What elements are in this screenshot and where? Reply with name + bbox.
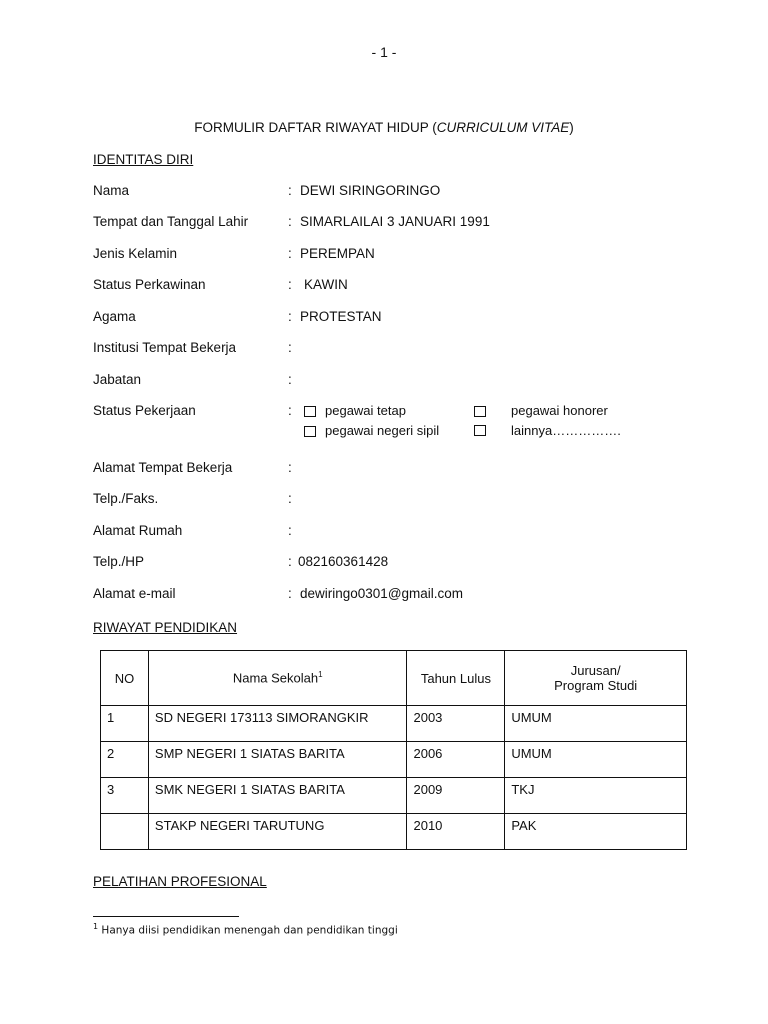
colon: : (288, 554, 292, 569)
footnote-marker: 1 (318, 670, 323, 680)
checkbox-pegawai-honorer[interactable] (474, 406, 486, 417)
footnote-number: 1 (93, 922, 99, 931)
colon: : (288, 523, 292, 538)
header-jurusan (505, 651, 687, 706)
label-telp-hp: Telp./HP (93, 554, 145, 569)
cell-year: 2009 (407, 778, 505, 814)
value-telp-hp: 082160361428 (298, 554, 389, 569)
value-agama: PROTESTAN (300, 309, 382, 324)
section-identitas-diri: IDENTITAS DIRI (93, 152, 194, 167)
education-table (100, 650, 687, 850)
footnote (93, 922, 398, 937)
checkbox-lainnya[interactable] (474, 425, 486, 436)
label-institusi: Institusi Tempat Bekerja (93, 340, 237, 355)
cell-year: 2006 (407, 742, 505, 778)
table-row (101, 706, 687, 742)
option-pegawai-tetap: pegawai tetap (325, 403, 406, 418)
header-no: NO (101, 651, 149, 706)
label-jenis-kelamin: Jenis Kelamin (93, 246, 178, 261)
table-row (101, 742, 687, 778)
section-riwayat-pendidikan: RIWAYAT PENDIDIKAN (93, 620, 238, 635)
colon: : (288, 246, 292, 261)
header-jurusan-line1: Jurusan/ (570, 663, 621, 678)
title-suffix: ) (569, 120, 574, 135)
cell-year: 2010 (407, 814, 505, 850)
label-alamat-rumah: Alamat Rumah (93, 523, 183, 538)
cell-no: 1 (101, 706, 149, 742)
label-email: Alamat e-mail (93, 586, 176, 601)
checkbox-pegawai-negeri-sipil[interactable] (304, 426, 316, 437)
colon: : (288, 403, 292, 418)
page-number: - 1 - (371, 44, 397, 60)
label-alamat-kerja: Alamat Tempat Bekerja (93, 460, 233, 475)
footnote-separator (93, 916, 239, 917)
table-header-row (101, 651, 687, 706)
option-pegawai-honorer: pegawai honorer (511, 403, 608, 418)
cell-no: 3 (101, 778, 149, 814)
colon: : (288, 183, 292, 198)
checkbox-pegawai-tetap[interactable] (304, 406, 316, 417)
colon: : (288, 460, 292, 475)
colon: : (288, 277, 292, 292)
label-ttl: Tempat dan Tanggal Lahir (93, 214, 249, 229)
section-pelatihan-profesional: PELATIHAN PROFESIONAL (93, 874, 267, 889)
label-agama: Agama (93, 309, 136, 324)
footnote-text: Hanya diisi pendidikan menengah dan pendidikan tinggi (98, 924, 398, 937)
title-prefix: FORMULIR DAFTAR RIWAYAT HIDUP ( (194, 120, 437, 135)
value-nama: DEWI SIRINGORINGO (300, 183, 441, 198)
label-telp-faks: Telp./Faks. (93, 491, 159, 506)
label-status-perkawinan: Status Perkawinan (93, 277, 206, 292)
cell-year: 2003 (407, 706, 505, 742)
header-nama-sekolah (148, 651, 407, 706)
cell-school: SD NEGERI 173113 SIMORANGKIR (148, 706, 407, 742)
cell-major: PAK (505, 814, 687, 850)
label-nama: Nama (93, 183, 130, 198)
cell-major: UMUM (505, 742, 687, 778)
cell-school: SMP NEGERI 1 SIATAS BARITA (148, 742, 407, 778)
cell-no (101, 814, 149, 850)
cell-major: UMUM (505, 706, 687, 742)
cell-major: TKJ (505, 778, 687, 814)
colon: : (288, 214, 292, 229)
label-status-pekerjaan: Status Pekerjaan (93, 403, 196, 418)
value-status-perkawinan: KAWIN (304, 277, 348, 292)
title-italic: CURRICULUM VITAE (436, 120, 570, 135)
value-email: dewiringo0301@gmail.com (300, 586, 464, 601)
colon: : (288, 491, 292, 506)
cell-no: 2 (101, 742, 149, 778)
value-jenis-kelamin: PEREMPAN (300, 246, 375, 261)
option-lainnya: lainnya……………. (511, 423, 621, 438)
colon: : (288, 586, 292, 601)
table-row (101, 814, 687, 850)
table-row (101, 778, 687, 814)
document-title (0, 120, 768, 135)
colon: : (288, 309, 292, 324)
cell-school: STAKP NEGERI TARUTUNG (148, 814, 407, 850)
cell-school: SMK NEGERI 1 SIATAS BARITA (148, 778, 407, 814)
header-jurusan-line2: Program Studi (554, 678, 638, 693)
header-nama-sekolah-text: Nama Sekolah (232, 670, 319, 686)
value-ttl: SIMARLAILAI 3 JANUARI 1991 (300, 214, 490, 229)
option-pegawai-negeri-sipil: pegawai negeri sipil (325, 423, 440, 438)
label-jabatan: Jabatan (93, 372, 142, 387)
colon: : (288, 340, 292, 355)
colon: : (288, 372, 292, 387)
header-tahun-lulus: Tahun Lulus (407, 651, 505, 706)
